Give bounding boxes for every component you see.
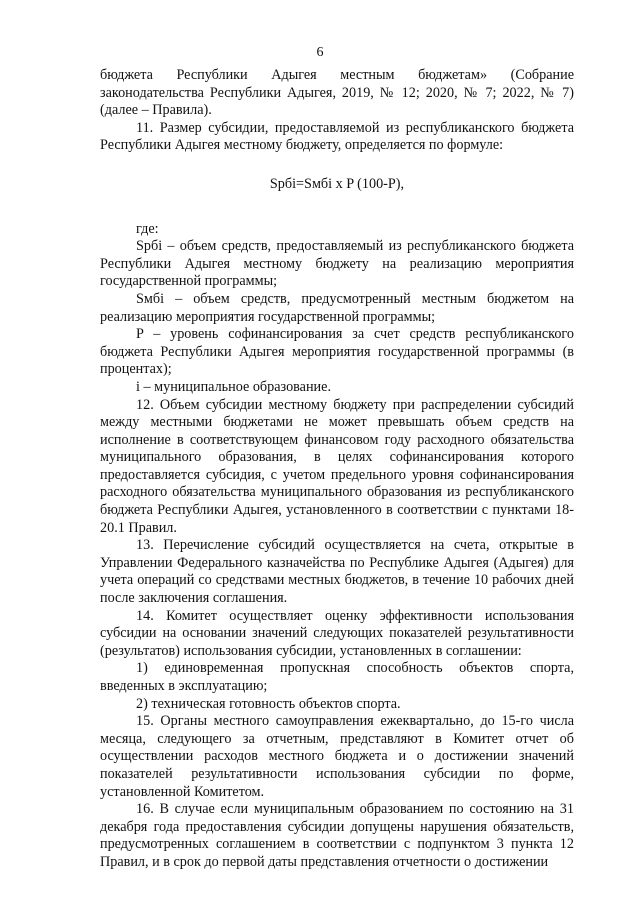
paragraph-rules-reference: бюджета Республики Адыгея местным бюджетам» (Собрание законодательства Республики Адыгея, 2019, № 12; 2020, № 7; 2022, № 7) (далее – Правила). xyxy=(100,67,574,119)
paragraph-16: 16. В случае если муниципальным образованием по состоянию на 31 декабря года предоставления субсидии допущены нарушения обязательств, предусмотренных соглашением в соответствии с подпунктом 3 пункта 12 Правил, и в срок до первой даты представления отчетности о достижении xyxy=(100,801,574,870)
paragraph-14-item-2: 2) техническая готовность объектов спорта. xyxy=(136,695,401,712)
page-number: 6 xyxy=(316,45,324,60)
formula-where: где: xyxy=(136,220,159,237)
paragraph-12: 12. Объем субсидии местному бюджету при распределении субсидий между местными бюджетами не может превышать объем средств на исполнение в соответствующем финансовом году расходного обязательства муниципального образования, в целях софинансирования которого предоставляется субсидия, с учетом предельного уровня софинансирования расходного обязательства муниципального образования из республиканского бюджета Республики Адыгея, установленного в соответствии с пунктами 18-20.1 Правил. xyxy=(100,396,574,536)
paragraph-15: 15. Органы местного самоуправления ежеквартально, до 15-го числа месяца, следующего за отчетным, представляют в Комитет отчет об осуществлении расходов местного бюджета и о достижении значений показателей результативности использования субсидии по форме, установленной Комитетом. xyxy=(100,713,574,800)
formula-var-sрбi: Spбi – объем средств, предоставляемый из республиканского бюджета Республики Адыгея местному бюджету на реализацию мероприятия государственной программы; xyxy=(100,238,574,290)
paragraph-11: 11. Размер субсидии, предоставляемой из республиканского бюджета Республики Адыгея местному бюджету, определяется по формуле: xyxy=(100,119,574,154)
paragraph-13: 13. Перечисление субсидий осуществляется на счета, открытые в Управлении Федерального казначейства по Республике Адыгея (Адыгея) для учета операций со средствами местных бюджетов, в течение 10 рабочих дней после заключения соглашения. xyxy=(100,537,574,607)
formula: Spбi=Sмбi x P (100-P), xyxy=(269,175,405,192)
formula-var-i: i – муниципальное образование. xyxy=(136,378,331,395)
paragraph-14-item-1: 1) единовременная пропускная способность объектов спорта, введенных в эксплуатацию; xyxy=(100,660,574,694)
document-body xyxy=(100,67,574,872)
paragraph-14: 14. Комитет осуществляет оценку эффективности использования субсидии на основании значений следующих показателей результативности (результатов) использования субсидии, установленных в соглашении: xyxy=(100,607,574,659)
formula-var-sмбi: Sмбi – объем средств, предусмотренный местным бюджетом на реализацию мероприятия государственной программы; xyxy=(100,290,574,325)
formula-var-p: P – уровень софинансирования за счет средств республиканского бюджета Республики Адыгея мероприятия государственной программы (в процентах); xyxy=(100,326,574,378)
